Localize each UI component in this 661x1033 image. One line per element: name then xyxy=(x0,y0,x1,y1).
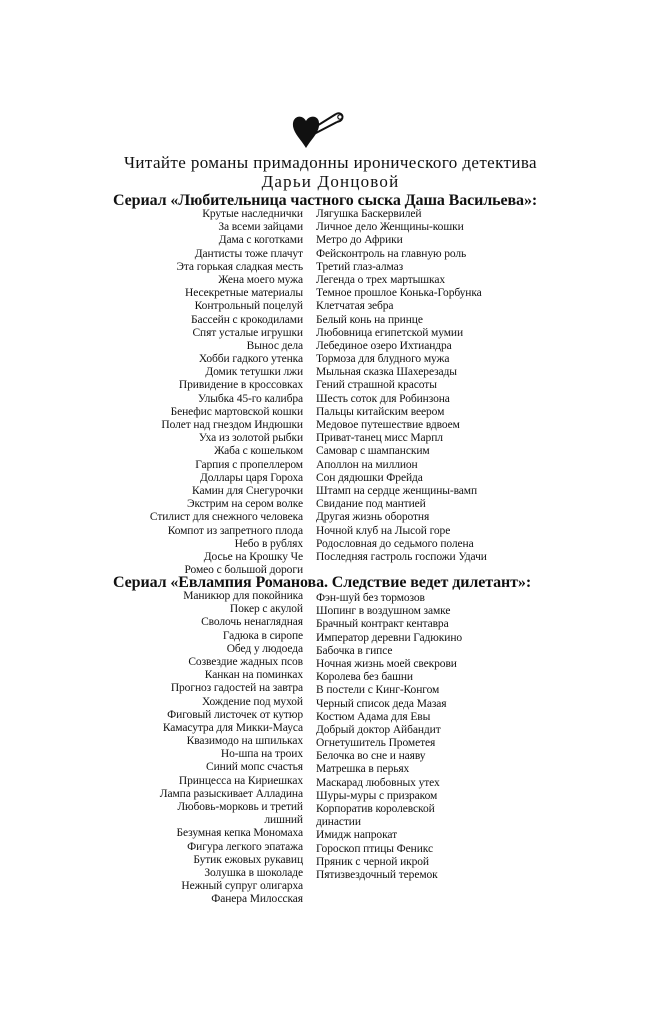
book-title: Пряник с черной икрой xyxy=(316,855,429,868)
book-title: Добрый доктор Айбандит xyxy=(316,723,441,736)
book-title: Медовое путешествие вдвоем xyxy=(316,419,460,431)
book-title: Улыбка 45-го калибра xyxy=(197,392,303,405)
book-title: Огнетушитель Прометея xyxy=(316,737,436,750)
book-title: Брачный контракт кентавра xyxy=(316,618,449,631)
book-title: Жена моего мужа xyxy=(218,273,303,286)
book-title: Самовар с шампанским xyxy=(316,445,430,458)
book-title: Лампа разыскивает Алладина xyxy=(159,787,303,800)
book-title: Корпоратив королевской xyxy=(316,803,435,815)
book-title: Гадюка в сиропе xyxy=(222,629,303,642)
book-title: Золушка в шоколаде xyxy=(204,866,303,879)
book-title: Но-шпа на троих xyxy=(220,748,303,761)
book-title: Свидание под мантией xyxy=(316,498,426,511)
series-title-dasha: Сериал «Любительница частного сыска Даша Васильева»: xyxy=(113,192,538,209)
book-title: Матрешка в перьях xyxy=(316,763,410,776)
book-title: В постели с Кинг-Конгом xyxy=(316,684,440,697)
book-title: Родословная до седьмого полена xyxy=(316,537,474,550)
book-title: лишний xyxy=(264,814,303,827)
book-title: Дама с коготками xyxy=(218,234,303,247)
book-title: Лягушка Баскервилей xyxy=(316,208,422,220)
book-title: Фейсконтроль на главную роль xyxy=(316,247,467,260)
book-title: Другая жизнь оборотня xyxy=(316,511,430,524)
book-title: Вынос дела xyxy=(246,339,303,352)
book-title: Созвездие жадных псов xyxy=(188,655,303,668)
book-title: Уха из золотой рыбки xyxy=(198,432,303,445)
book-title: Контрольный поцелуй xyxy=(194,300,303,313)
book-title: Фанера Милосская xyxy=(211,893,303,906)
book-title: Сон дядюшки Фрейда xyxy=(316,471,423,484)
book-title: Аполлон на миллион xyxy=(316,458,418,471)
book-title: Шуры-муры с призраком xyxy=(316,789,438,802)
book-title: Третий глаз-алмаз xyxy=(316,260,404,273)
book-title: Маскарад любовных утех xyxy=(316,776,440,789)
book-title: Гений страшной красоты xyxy=(316,379,437,392)
book-title: Император деревни Гадюкино xyxy=(316,631,463,644)
book-title: Эта горькая сладкая месть xyxy=(176,260,303,273)
book-title: Любовь-морковь и третий xyxy=(177,801,303,813)
book-title: Ромео с большой дороги xyxy=(184,564,303,577)
book-title: Жаба с кошельком xyxy=(214,445,303,458)
book-title: Ночной клуб на Лысой горе xyxy=(316,524,451,537)
book-title: Метро до Африки xyxy=(316,234,403,247)
book-title: Белочка во сне и наяву xyxy=(316,750,426,763)
book-title: Обед у людоеда xyxy=(226,642,303,655)
series1-right-column xyxy=(316,208,487,564)
book-title: Нежный супруг олигарха xyxy=(181,880,303,893)
book-title: Пальцы китайским веером xyxy=(316,405,445,418)
book-title: Дантисты тоже плачут xyxy=(194,247,303,260)
book-title: Шопинг в воздушном замке xyxy=(316,605,451,618)
series2-left-column xyxy=(160,590,303,907)
book-title: Ночная жизнь моей свекрови xyxy=(316,657,457,670)
series1-left-column xyxy=(150,208,303,577)
book-title: Личное дело Женщины-кошки xyxy=(316,221,464,234)
book-title: Фигура легкого эпатажа xyxy=(187,840,303,853)
book-title: Бенефис мартовской кошки xyxy=(170,405,303,418)
book-title: Имидж напрокат xyxy=(316,829,398,842)
book-title: Спят усталые игрушки xyxy=(192,326,303,339)
book-title: Маникюр для покойника xyxy=(183,590,303,602)
book-title: Последняя гастроль госпожи Удачи xyxy=(316,550,487,563)
book-title: династии xyxy=(316,816,361,829)
book-title: Камин для Снегурочки xyxy=(192,484,303,497)
book-title: Мыльная сказка Шахерезады xyxy=(316,366,457,379)
book-title: Небо в рублях xyxy=(234,537,303,550)
book-title: Экстрим на сером волке xyxy=(186,498,303,511)
book-title: Штамп на сердце женщины-вамп xyxy=(316,484,478,497)
book-title: Тормоза для блудного мужа xyxy=(316,353,450,366)
book-title: Королева без башни xyxy=(316,671,413,684)
book-title: Черный список деда Мазая xyxy=(316,697,447,710)
book-title: Привидение в кроссовках xyxy=(178,379,303,392)
book-title: Фэн-шуй без тормозов xyxy=(316,592,425,604)
series2-right-column xyxy=(316,592,462,882)
book-title: Любовница египетской мумии xyxy=(316,326,464,339)
author-name: Дарьи Донцовой xyxy=(261,172,400,191)
book-title: Клетчатая зебра xyxy=(316,300,394,313)
book-title: Домик тетушки лжи xyxy=(205,366,303,379)
book-title: Прогноз гадостей на завтра xyxy=(170,682,303,695)
book-title: Компот из запретного плода xyxy=(167,524,303,537)
book-title: Досье на Крошку Че xyxy=(203,550,303,563)
series-title-evlampiya: Сериал «Евлампия Романова. Следствие ведет дилетант»: xyxy=(113,574,532,591)
book-title: Стилист для снежного человека xyxy=(149,511,303,524)
book-title: Хождение под мухой xyxy=(202,695,303,708)
book-title: Фиговый листочек от кутюр xyxy=(167,708,303,721)
book-title: Канкан на поминках xyxy=(204,669,303,682)
book-title: Приват-танец мисс Марпл xyxy=(316,432,443,445)
book-title: Лебединое озеро Ихтиандра xyxy=(316,339,452,352)
book-title: Квазимодо на шпильках xyxy=(186,735,303,748)
invitation-heading: Читайте романы примадонны иронического детектива xyxy=(123,153,537,172)
book-title: Гороскоп птицы Феникс xyxy=(316,842,433,855)
book-title: Хобби гадкого утенка xyxy=(198,353,303,366)
book-title: Несекретные материалы xyxy=(185,287,303,300)
book-title: Камасутра для Микки-Мауса xyxy=(162,721,303,734)
book-title: Костюм Адама для Евы xyxy=(316,710,431,723)
book-title: Крутые наследнички xyxy=(202,208,303,220)
book-title: Бабочка в гипсе xyxy=(316,644,393,657)
book-title: За всеми зайцами xyxy=(218,221,303,234)
book-title: Синий мопс счастья xyxy=(206,761,303,774)
book-title: Доллары царя Гороха xyxy=(200,471,303,484)
book-title: Принцесса на Кириешках xyxy=(178,774,303,787)
book-title: Шесть соток для Робинзона xyxy=(316,392,450,405)
book-title: Гарпия с пропеллером xyxy=(195,458,303,471)
book-title: Легенда о трех мартышках xyxy=(316,273,445,286)
book-title: Покер с акулой xyxy=(229,603,303,616)
book-title: Сволочь ненаглядная xyxy=(201,616,303,629)
book-title: Бутик ежовых рукавиц xyxy=(193,853,303,866)
book-title: Безумная кепка Мономаха xyxy=(176,827,303,840)
book-title: Пятизвездочный теремок xyxy=(316,868,438,881)
book-title: Белый конь на принце xyxy=(316,313,423,326)
heart-safety-pin-logo xyxy=(290,108,346,152)
book-title: Бассейн с крокодилами xyxy=(190,313,303,326)
book-title: Полет над гнездом Индюшки xyxy=(161,419,303,431)
book-title: Темное прошлое Конька-Горбунка xyxy=(316,287,482,300)
